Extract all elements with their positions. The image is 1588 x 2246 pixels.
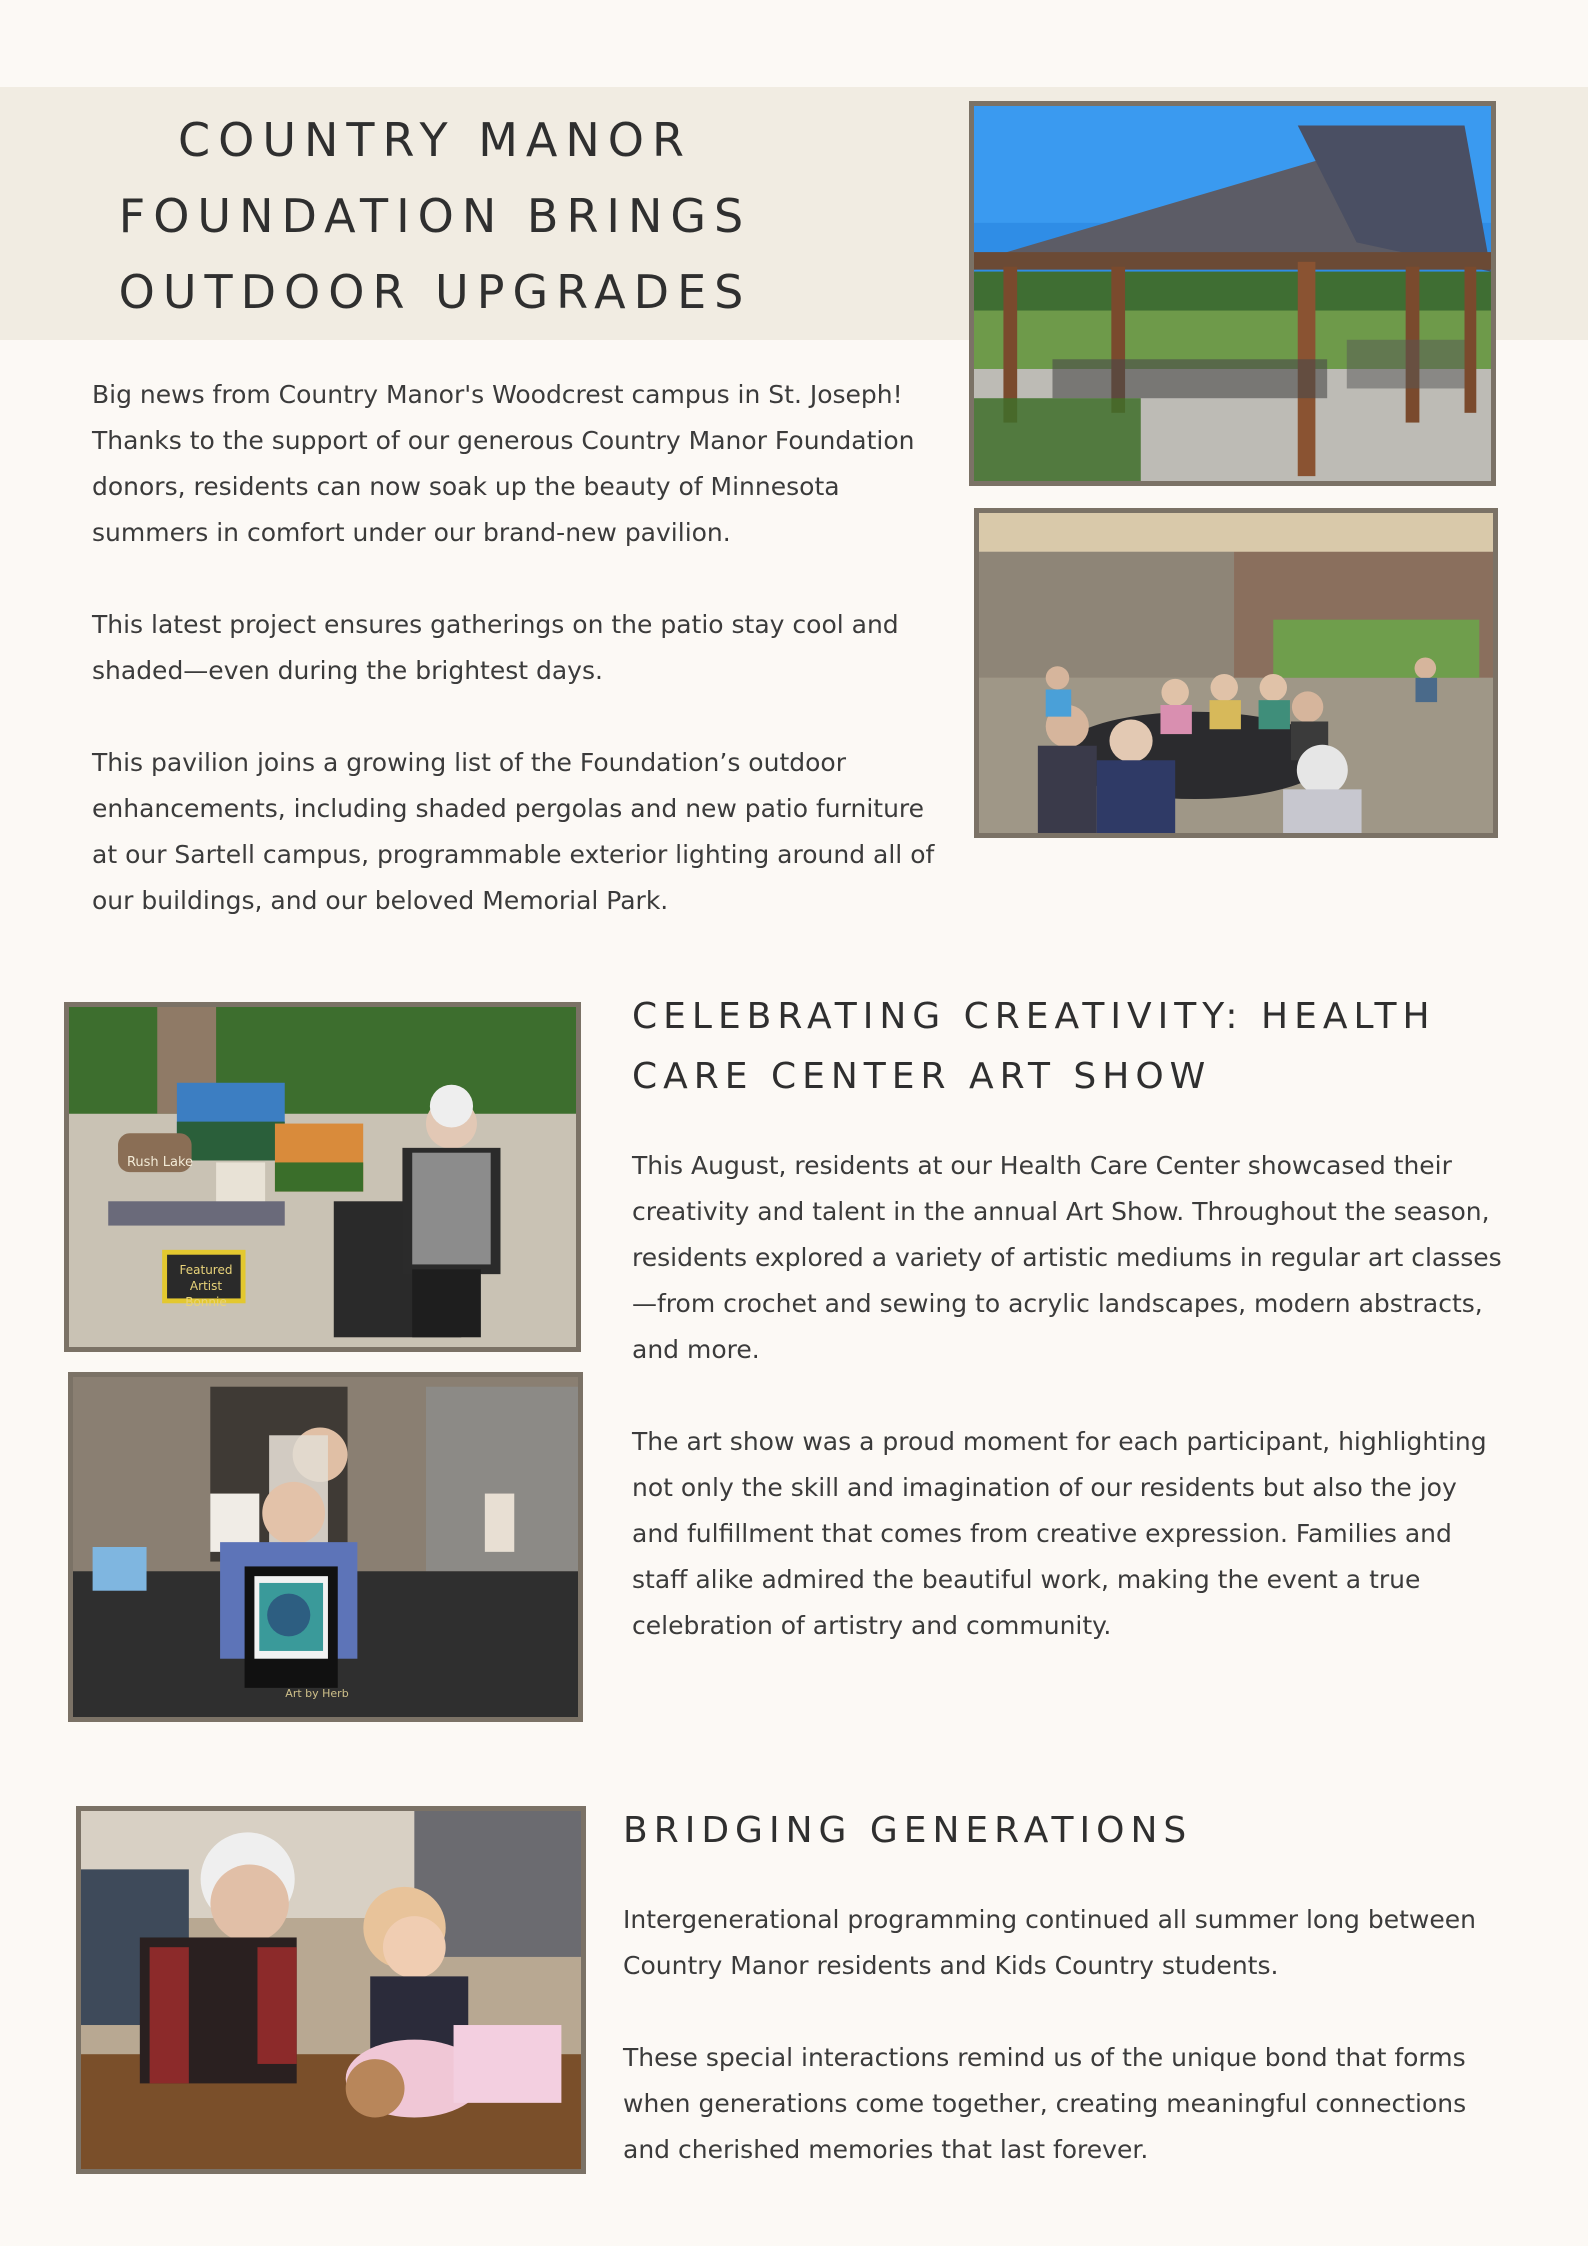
paragraph: These special interactions remind us of the unique bond that forms when generations come together, creating meaningful connections and cherished memories that last forever.: [623, 2043, 1467, 2164]
paragraph: This latest project ensures gatherings on the patio stay cool and shaded—even during the brightest days.: [92, 610, 899, 685]
art-show-photo-featured-artist: [64, 1002, 581, 1352]
article-1-body: [92, 372, 942, 924]
title-line: CARE CENTER ART SHOW: [632, 1056, 1212, 1097]
title-line: FOUNDATION BRINGS: [118, 189, 752, 243]
article-3-title: [623, 1801, 1192, 1861]
paragraph: Intergenerational programming continued all summer long between Country Manor residents and Kids Country students.: [623, 1905, 1476, 1980]
paragraph: This August, residents at our Health Care Center showcased their creativity and talent in the annual Art Show. Throughout the season, residents explored a variety of artistic mediums in regular art classes—from crochet and sewing to acrylic landscapes, modern abstracts, and more.: [632, 1151, 1502, 1364]
paragraph: This pavilion joins a growing list of the Foundation’s outdoor enhancements, including shaded pergolas and new patio furniture at our Sartell campus, programmable exterior lighting around all of our buildings, and our beloved Memorial Park.: [92, 748, 935, 915]
art-show-photo-resident-painting: [68, 1372, 583, 1722]
title-line: BRIDGING GENERATIONS: [623, 1810, 1193, 1851]
title-line: COUNTRY MANOR: [178, 113, 692, 167]
pavilion-photo: [969, 101, 1496, 486]
article-2-title: [632, 987, 1436, 1107]
intergenerational-photo: [76, 1806, 586, 2174]
article-3-body: [623, 1897, 1503, 2173]
paragraph: The art show was a proud moment for each participant, highlighting not only the skill and imagination of our residents but also the joy and fulfillment that comes from creative expression. Families and staff alike admired the beautiful work, making the event a true celebration of artistry and community.: [632, 1427, 1487, 1640]
article-2-body: [632, 1143, 1507, 1649]
article-1-title: [70, 102, 800, 330]
artwork-signature: Art by Herb: [285, 1687, 349, 1700]
rush-lake-sign: Rush Lake: [126, 1155, 194, 1170]
group-patio-photo: [974, 508, 1498, 838]
title-line: OUTDOOR UPGRADES: [118, 265, 752, 319]
paragraph: Big news from Country Manor's Woodcrest campus in St. Joseph! Thanks to the support of our generous Country Manor Foundation donors, residents can now soak up the beauty of Minnesota summers in comfort under our brand-new pavilion.: [92, 380, 915, 547]
featured-artist-sign: Featured Artist Bonnie: [179, 1263, 233, 1309]
title-line: CELEBRATING CREATIVITY: HEALTH: [632, 996, 1436, 1037]
